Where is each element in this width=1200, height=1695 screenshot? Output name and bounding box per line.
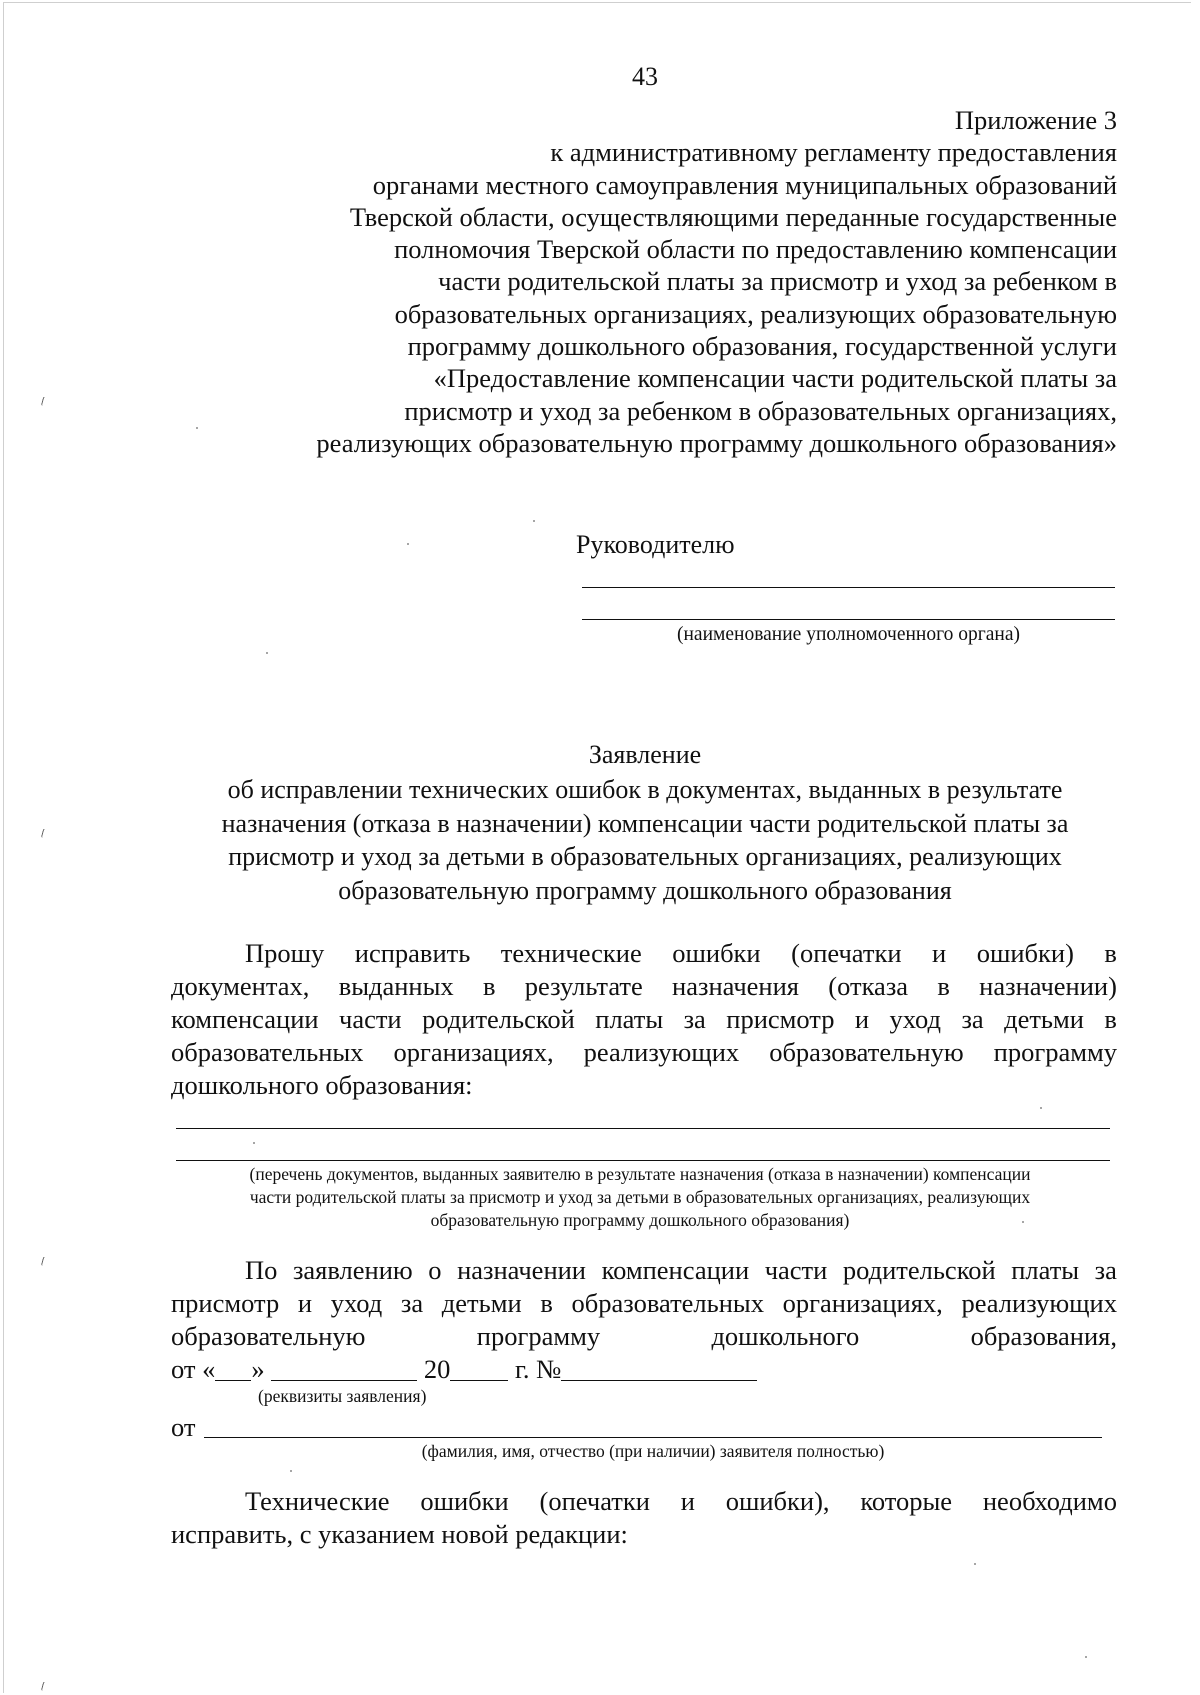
documents-field-line-2[interactable]	[176, 1160, 1110, 1161]
scan-speck	[266, 652, 268, 654]
scan-speck	[407, 543, 409, 545]
number-prefix: г. №	[514, 1354, 562, 1384]
appendix-line: Тверской области, осуществляющими переданные государственные	[349, 201, 1117, 232]
appendix-header	[240, 104, 1117, 459]
subtitle-line: образовательную программу дошкольного образования	[338, 875, 952, 905]
application-details-caption: (реквизиты заявления)	[258, 1386, 427, 1406]
request-line: Прошу исправить технические ошибки (опечатки и ошибки) в	[245, 938, 1117, 968]
appendix-line: органами местного самоуправления муниципальных образований	[372, 169, 1117, 200]
appendix-line: к административному регламенту предоставления	[550, 137, 1117, 168]
documents-caption	[160, 1163, 1120, 1232]
request-last-line: дошкольного образования:	[171, 1070, 473, 1100]
subtitle-line: назначения (отказа в назначении) компенсации части родительской платы за	[221, 808, 1069, 838]
addressee-field-line-2[interactable]	[582, 619, 1115, 620]
request-line: образовательных организациях, реализующих образовательную программу	[171, 1037, 1117, 1067]
application-subtitle	[150, 773, 1140, 907]
month-field[interactable]	[271, 1358, 417, 1381]
appendix-line: части родительской платы за присмотр и уход за ребенком в	[438, 266, 1117, 297]
applicant-name-caption: (фамилия, имя, отчество (при наличии) заявителя полностью)	[421, 1441, 885, 1461]
subtitle-line: присмотр и уход за детьми в образовательных организациях, реализующих	[228, 842, 1062, 871]
scan-speck	[1085, 1656, 1087, 1658]
caption-line: (перечень документов, выданных заявителю в результате назначения (отказа в назначении) компенсации	[249, 1164, 1031, 1184]
application-title: Заявление	[588, 740, 702, 769]
scan-speck	[533, 520, 535, 522]
addressee-field-line-1[interactable]	[582, 587, 1115, 588]
statement-line: присмотр и уход за детьми в образовательных организациях, реализующих	[171, 1288, 1117, 1318]
scan-speck	[1022, 1221, 1024, 1223]
addressee-label: Руководителю	[576, 530, 735, 559]
scan-mark	[41, 829, 47, 839]
date-prefix: от «	[171, 1354, 216, 1384]
scan-mark	[41, 1682, 47, 1692]
page-number: 43	[632, 62, 658, 91]
scan-speck	[290, 1470, 292, 1472]
appendix-line: программу дошкольного образования, государственной услуги	[407, 331, 1117, 362]
appendix-line: образовательных организациях, реализующих образовательную	[394, 298, 1117, 329]
applicant-from-label: от	[171, 1412, 196, 1442]
appendix-line: «Предоставление компенсации части родительской платы за	[433, 363, 1117, 394]
year-field[interactable]	[450, 1358, 508, 1381]
request-paragraph	[171, 937, 1117, 1102]
scan-speck	[196, 427, 198, 429]
statement-line: По заявлению о назначении компенсации части родительской платы за	[245, 1255, 1117, 1285]
statement-line: образовательную программу дошкольного образования,	[171, 1321, 1117, 1351]
date-close-quote: »	[251, 1354, 265, 1384]
scan-mark	[41, 397, 47, 407]
day-field[interactable]	[215, 1358, 251, 1381]
scan-speck	[253, 1142, 255, 1144]
errors-last-line: исправить, с указанием новой редакции:	[171, 1519, 628, 1549]
appendix-line: полномочия Тверской области по предоставлению компенсации	[394, 234, 1117, 265]
errors-line: Технические ошибки (опечатки и ошибки), которые необходимо	[245, 1486, 1117, 1516]
addressee-caption: (наименование уполномоченного органа)	[677, 624, 1020, 645]
scan-mark	[41, 1257, 47, 1267]
application-date-row	[171, 1354, 757, 1385]
statement-paragraph	[171, 1254, 1117, 1353]
documents-field-line-1[interactable]	[176, 1128, 1110, 1129]
subtitle-line: об исправлении технических ошибок в документах, выданных в результате	[227, 775, 1063, 804]
caption-line: образовательную программу дошкольного образования)	[430, 1210, 850, 1230]
appendix-line: реализующих образовательную программу дошкольного образования»	[316, 427, 1117, 458]
year-prefix: 20	[423, 1354, 451, 1384]
appendix-line: присмотр и уход за ребенком в образовательных организациях,	[404, 395, 1117, 426]
appendix-line: Приложение 3	[954, 105, 1117, 135]
scan-speck	[1040, 1107, 1042, 1109]
scan-speck	[974, 1563, 976, 1565]
caption-line: части родительской платы за присмотр и уход за детьми в образовательных организациях, реализующих	[249, 1187, 1031, 1207]
errors-paragraph	[171, 1485, 1117, 1551]
applicant-name-field[interactable]	[204, 1437, 1102, 1438]
request-line: документах, выданных в результате назначения (отказа в назначении)	[171, 971, 1117, 1001]
number-field[interactable]	[561, 1358, 757, 1381]
request-line: компенсации части родительской платы за присмотр и уход за детьми в	[171, 1004, 1117, 1034]
